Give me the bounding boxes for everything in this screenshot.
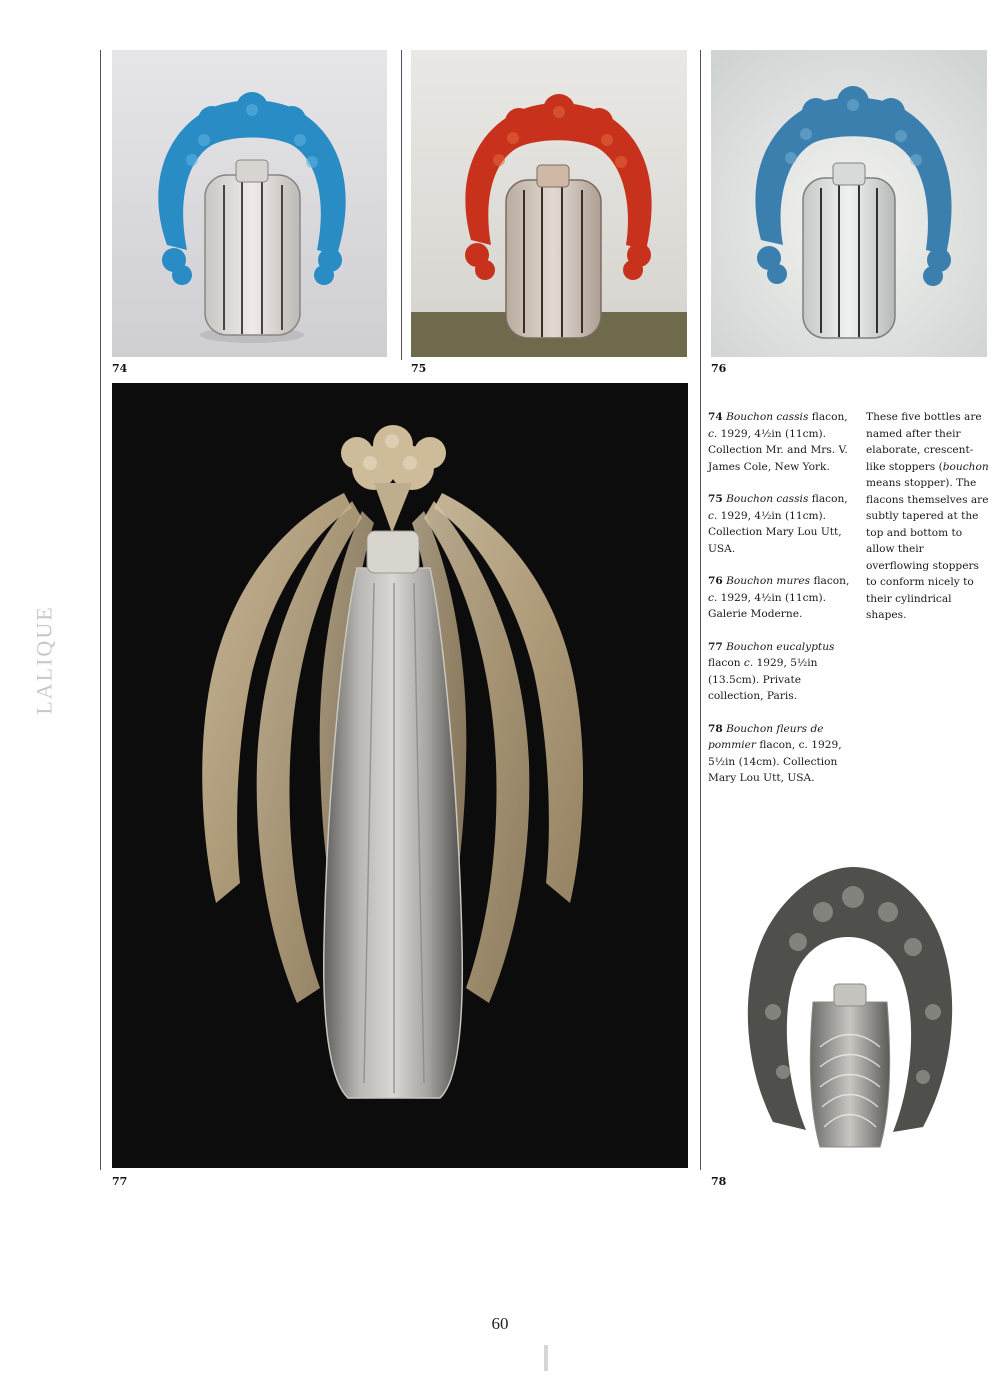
intro-paragraph (866, 409, 990, 624)
photo-75-bouchon-cassis-red (411, 50, 687, 357)
column-rule-middle (401, 50, 402, 360)
caption-title: Bouchon cassis (726, 493, 809, 505)
page-edge-mark (544, 1345, 548, 1371)
caption-flacon: flacon (708, 657, 744, 669)
column-rule-left (100, 50, 101, 1170)
side-title (20, 600, 70, 720)
caption-78 (708, 721, 858, 787)
caption-circa: c. (708, 591, 718, 604)
caption-title: Bouchon eucalyptus (726, 640, 835, 653)
figure-number-77: 77 (112, 1175, 128, 1188)
figure-number-75: 75 (411, 362, 427, 375)
caption-flacon: flacon, (810, 575, 850, 587)
caption-circa: c. (708, 427, 718, 440)
caption-number: 77 (708, 640, 723, 653)
caption-77 (708, 639, 858, 705)
caption-text: 1929, 4½in (11cm). Collection Mary Lou Utt, USA. (708, 509, 842, 555)
caption-title: Bouchon fleurs de pommier (708, 722, 824, 751)
page-number: 60 (491, 1314, 509, 1333)
caption-text: 1929, 5½in (13.5cm). Private collection, Paris. (708, 657, 818, 702)
column-rule-right (700, 50, 701, 1170)
caption-74 (708, 409, 858, 475)
captions-column (708, 409, 858, 803)
caption-text: 1929, 5½in (14cm). Collection Mary Lou Utt, USA. (708, 739, 842, 784)
caption-number: 74 (708, 411, 723, 423)
caption-text: 1929, 4½in (11cm). Collection Mr. and Mrs. V. James Cole, New York. (708, 427, 848, 473)
caption-number: 76 (708, 575, 723, 587)
caption-title: Bouchon cassis (726, 411, 809, 423)
caption-76 (708, 573, 858, 623)
figure-number-78: 78 (711, 1175, 727, 1188)
caption-number: 75 (708, 493, 723, 505)
caption-flacon: flacon, (808, 493, 848, 505)
caption-title: Bouchon mures (726, 575, 811, 587)
photo-76-bouchon-mures (711, 50, 987, 357)
side-title-text: LALIQUE (32, 605, 57, 715)
caption-flacon: flacon, (808, 411, 848, 423)
figure-number-76: 76 (711, 362, 727, 375)
photo-77-bouchon-eucalyptus (112, 383, 688, 1168)
intro-text-after: means stopper). The flacons themselves are subtly tapered at the top and bottom to allow their overflowing stoppers to conform nicely to their cylindrical shapes. (866, 477, 989, 621)
caption-circa: c. (743, 657, 754, 669)
caption-text: 1929, 4½in (11cm). Galerie Moderne. (708, 591, 827, 620)
caption-75 (708, 491, 858, 557)
caption-number: 78 (708, 722, 723, 735)
intro-text-before: These five bottles are named after their elaborate, crescent-like stoppers ( (866, 411, 982, 473)
photo-78-bouchon-fleurs-de-pommier (728, 862, 968, 1162)
caption-flacon: flacon, c. (755, 739, 808, 751)
photo-74-bouchon-cassis-blue (112, 50, 387, 357)
caption-circa: c. (708, 509, 718, 522)
figure-number-74: 74 (112, 362, 128, 375)
intro-text-em: bouchon (942, 460, 989, 473)
